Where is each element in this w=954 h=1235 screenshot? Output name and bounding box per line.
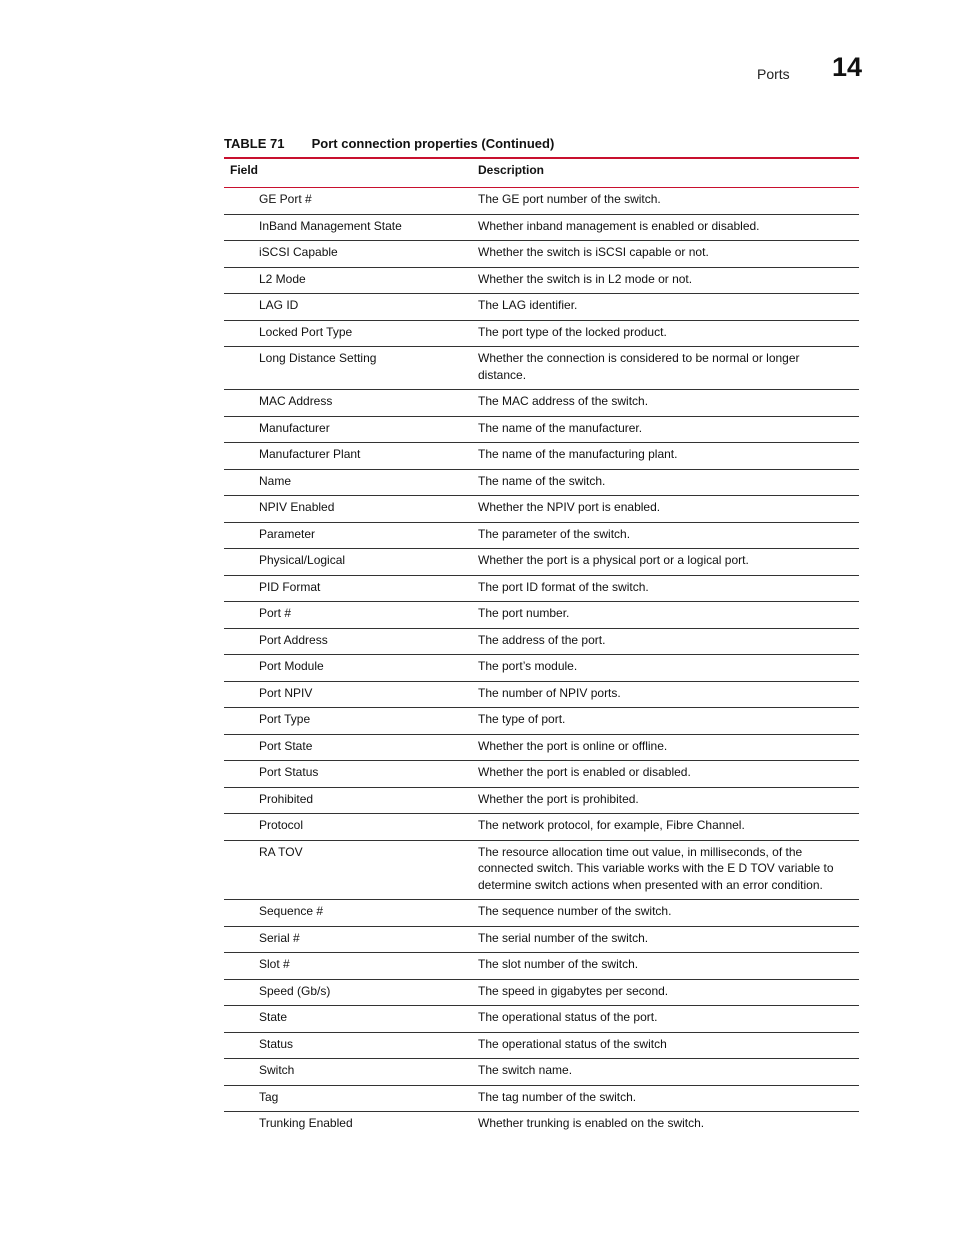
table-row [224, 979, 859, 1006]
table-row [224, 708, 859, 735]
field-name-cell: Port State [259, 738, 313, 753]
table-row [224, 267, 859, 294]
field-description-cell: The name of the switch. [478, 473, 606, 488]
table-row [224, 522, 859, 549]
table-row [224, 188, 859, 215]
field-name-cell: Trunking Enabled [259, 1116, 353, 1130]
field-description-cell: The serial number of the switch. [478, 930, 649, 945]
field-name-cell: RA TOV [259, 844, 303, 859]
field-name-cell: InBand Management State [259, 218, 402, 233]
field-description-cell: The port type of the locked product. [478, 324, 667, 339]
table-row [224, 953, 859, 980]
field-name-cell: MAC Address [259, 394, 333, 408]
table-header-row [224, 158, 859, 188]
table-row [224, 1112, 859, 1138]
field-name-cell: Port NPIV [259, 685, 313, 700]
field-description-cell: Whether inband management is enabled or disabled. [478, 218, 760, 233]
field-name-cell: LAG ID [259, 298, 299, 312]
field-description-cell: The port number. [478, 606, 570, 620]
field-name-cell: Port Address [259, 632, 328, 647]
table-row [224, 1059, 859, 1086]
field-name-cell: Switch [259, 1063, 295, 1077]
table-row [224, 926, 859, 953]
field-name-cell: State [259, 1010, 288, 1024]
field-name-cell: Sequence # [259, 904, 324, 918]
field-name-cell: Parameter [259, 526, 316, 541]
field-description-cell: The speed in gigabytes per second. [478, 983, 669, 998]
table-row [224, 469, 859, 496]
field-description-cell: The type of port. [478, 712, 566, 726]
table-title: Port connection properties (Continued) [311, 136, 555, 151]
field-description-cell: Whether the port is a physical port or a logical port. [478, 553, 749, 567]
table-row [224, 787, 859, 814]
field-name-cell: Speed (Gb/s) [259, 983, 331, 998]
field-name-cell: iSCSI Capable [259, 245, 338, 259]
table-row [224, 840, 859, 900]
field-description-cell: The tag number of the switch. [478, 1089, 637, 1104]
column-header-field: Field [230, 163, 259, 177]
table-row [224, 1032, 859, 1059]
field-description-cell: Whether the port is prohibited. [478, 791, 639, 806]
table-row [224, 900, 859, 927]
field-name-cell: Slot # [259, 957, 290, 971]
field-name-cell: Locked Port Type [259, 324, 353, 339]
field-name-cell: Port Status [259, 765, 319, 779]
column-header-description: Description [478, 163, 545, 177]
header-section-title: Ports [757, 66, 790, 82]
field-description-cell: The operational status of the port. [478, 1010, 658, 1024]
field-description-cell: The port ID format of the switch. [478, 579, 649, 594]
table-body [224, 188, 859, 1138]
field-description-cell: The operational status of the switch [478, 1036, 667, 1051]
table-row [224, 814, 859, 841]
field-description-cell: The LAG identifier. [478, 298, 578, 312]
field-name-cell: GE Port # [259, 192, 312, 206]
field-description-cell: The port’s module. [478, 659, 578, 673]
field-name-cell: Port Type [259, 712, 311, 726]
field-name-cell: Prohibited [259, 791, 314, 806]
field-description-cell: The sequence number of the switch. [478, 904, 672, 918]
field-description-cell: The parameter of the switch. [478, 526, 631, 541]
field-description-cell: Whether the switch is iSCSI capable or not. [478, 245, 709, 259]
field-name-cell: Port # [259, 606, 292, 620]
table-row [224, 1085, 859, 1112]
field-name-cell: Physical/Logical [259, 553, 346, 567]
field-description-cell: Whether the port is enabled or disabled. [478, 765, 691, 779]
field-name-cell: Status [259, 1036, 294, 1051]
table-row [224, 416, 859, 443]
table-row [224, 443, 859, 470]
field-name-cell: Name [259, 473, 292, 488]
table-row [224, 602, 859, 629]
field-description-cell: The address of the port. [478, 632, 606, 647]
field-description-cell: The MAC address of the switch. [478, 394, 649, 408]
field-description-cell: Whether the NPIV port is enabled. [478, 500, 661, 514]
properties-table [224, 157, 859, 1138]
table-row [224, 575, 859, 602]
table-row [224, 496, 859, 523]
field-description-cell: The name of the manufacturer. [478, 420, 643, 435]
table-container [224, 157, 859, 1138]
table-row [224, 347, 859, 390]
field-description-cell: The resource allocation time out value, in milliseconds, of the connected switch. This variable works with the E D TOV variable to determine switch actions when presented with an error condition. [478, 844, 834, 892]
field-description-cell: The GE port number of the switch. [478, 192, 661, 206]
table-row [224, 214, 859, 241]
table-row [224, 390, 859, 417]
field-description-cell: Whether trunking is enabled on the switch. [478, 1116, 705, 1130]
field-name-cell: Long Distance Setting [259, 351, 377, 365]
table-row [224, 241, 859, 268]
field-name-cell: NPIV Enabled [259, 500, 335, 514]
field-description-cell: The network protocol, for example, Fibre Channel. [478, 818, 745, 832]
field-name-cell: Manufacturer [259, 420, 330, 435]
field-description-cell: The slot number of the switch. [478, 957, 639, 971]
table-row [224, 761, 859, 788]
field-description-cell: The number of NPIV ports. [478, 685, 621, 700]
table-row [224, 294, 859, 321]
field-name-cell: Protocol [259, 818, 304, 832]
field-name-cell: L2 Mode [259, 271, 306, 286]
table-row [224, 549, 859, 576]
table-row [224, 681, 859, 708]
field-name-cell: Port Module [259, 659, 324, 673]
header-chapter-number: 14 [832, 52, 863, 82]
table-label: TABLE 71 [224, 136, 285, 151]
table-caption [224, 136, 554, 151]
table-row [224, 628, 859, 655]
field-name-cell: Manufacturer Plant [259, 447, 361, 461]
field-description-cell: Whether the connection is considered to be normal or longer distance. [478, 351, 800, 382]
field-name-cell: Serial # [259, 930, 300, 945]
table-row [224, 734, 859, 761]
table-row [224, 655, 859, 682]
field-description-cell: Whether the port is online or offline. [478, 738, 668, 753]
table-row [224, 1006, 859, 1033]
field-name-cell: Tag [259, 1089, 279, 1104]
field-description-cell: The name of the manufacturing plant. [478, 447, 678, 461]
field-description-cell: The switch name. [478, 1063, 573, 1077]
field-name-cell: PID Format [259, 579, 321, 594]
table-row [224, 320, 859, 347]
field-description-cell: Whether the switch is in L2 mode or not. [478, 271, 693, 286]
